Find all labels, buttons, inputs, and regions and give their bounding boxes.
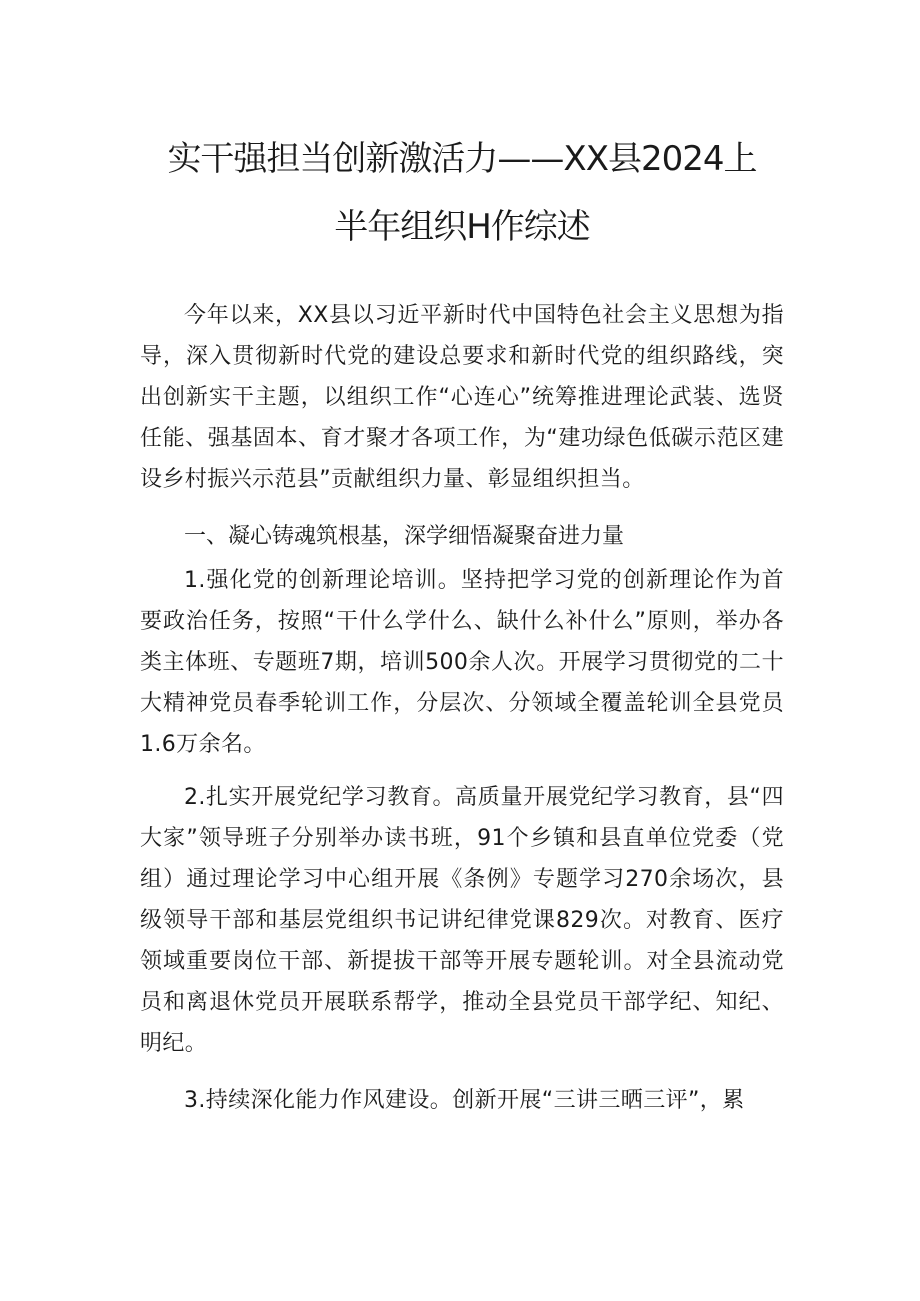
section-1-heading: 一、凝心铸魂筑根基，深学细悟凝聚奋进力量: [184, 524, 625, 549]
document-title-line-2: 半年组织H作综述: [334, 207, 590, 247]
section-1-item-1: 1.强化党的创新理论培训。坚持把学习党的创新理论作为首要政治任务，按照“干什么学什么、缺什么补什么”原则，举办各类主体班、专题班7期，培训500余人次。开展学习贯彻党的二十大精神党员春季轮训工作，分层次、分领域全覆盖轮训全县党员1.6万余名。: [140, 568, 784, 757]
intro-paragraph: 今年以来，XX县以习近平新时代中国特色社会主义思想为指导，深入贯彻新时代党的建设总要求和新时代党的组织路线，突出创新实干主题，以组织工作“心连心”统筹推进理论武装、选贤任能、强基固本、育才聚才各项工作，为“建功绿色低碳示范区建设乡村振兴示范县”贡献组织力量、彰显组织担当。: [140, 303, 784, 492]
document-title-line-1: 实干强担当创新激活力——XX县2024上: [167, 139, 757, 179]
section-1-item-2: 2.扎实开展党纪学习教育。高质量开展党纪学习教育，县“四大家”领导班子分别举办读书班，91个乡镇和县直单位党委（党组）通过理论学习中心组开展《条例》专题学习270余场次，县级领导干部和基层党组织书记讲纪律党课829次。对教育、医疗领域重要岗位干部、新提拔干部等开展专题轮训。对全县流动党员和离退休党员开展联系帮学，推动全县党员干部学纪、知纪、明纪。: [140, 785, 784, 1056]
section-1-item-3: 3.持续深化能力作风建设。创新开展“三讲三晒三评”，累: [184, 1088, 745, 1113]
